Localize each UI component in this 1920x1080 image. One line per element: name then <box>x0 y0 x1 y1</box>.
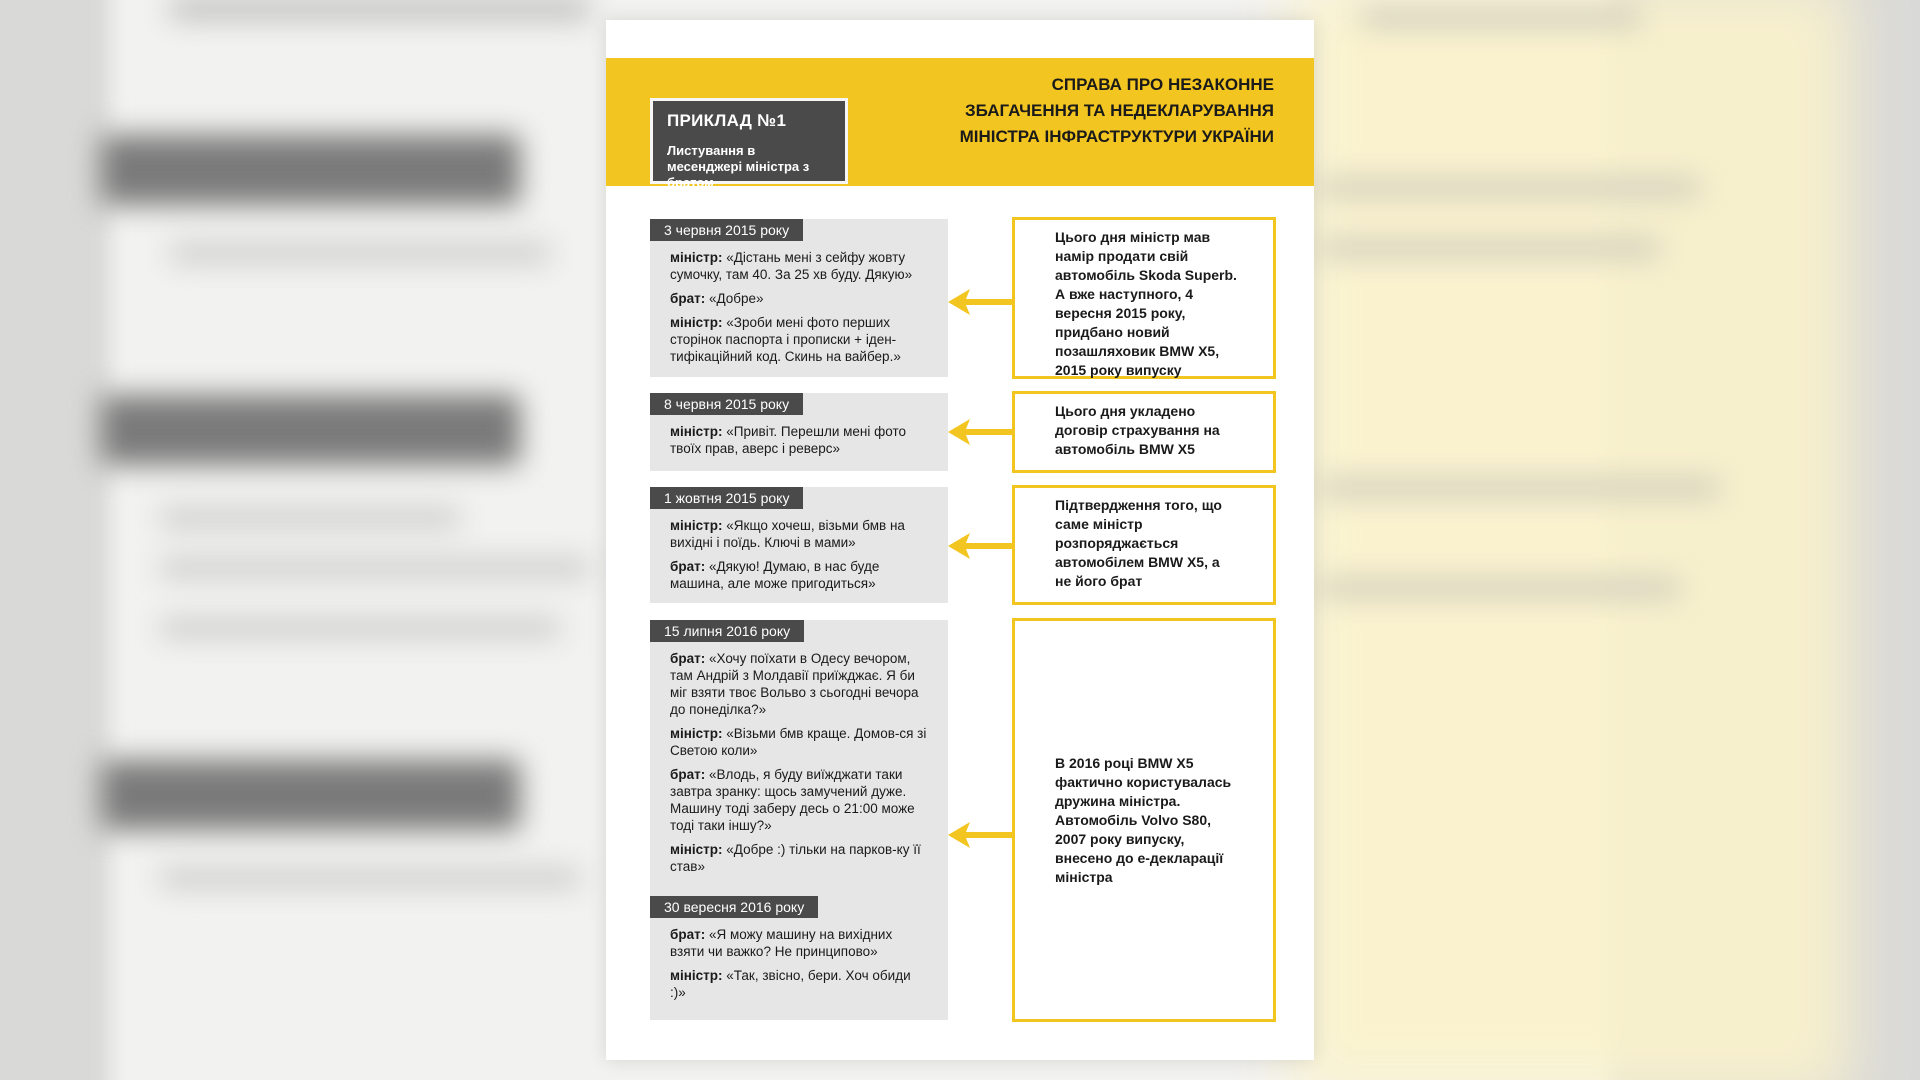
chat-message <box>650 517 948 551</box>
note-text: Цього дня укладено договір страхування на автомобіль BMW X5 <box>1055 403 1220 457</box>
message-author: брат: <box>670 927 706 942</box>
chat-message <box>650 314 948 365</box>
background-blur-line <box>1320 580 1680 596</box>
background-blur-line <box>160 560 590 576</box>
example-title: ПРИКЛАД №1 <box>667 111 787 130</box>
background-blur-line <box>1320 480 1720 496</box>
message-author: міністр: <box>670 250 723 265</box>
arrow-left-icon <box>948 417 1012 447</box>
date-tag: 3 червня 2015 року <box>650 219 803 241</box>
background-blur-line <box>160 510 460 526</box>
date-tag: 15 липня 2016 року <box>650 620 804 642</box>
note-box <box>1012 485 1276 605</box>
message-text: «Якщо хочеш, візьми бмв на вихідні і поїдь. Ключі в мами» <box>670 518 905 550</box>
case-title-line: СПРАВА ПРО НЕЗАКОННЕ <box>1051 75 1274 94</box>
chat-message <box>650 558 948 592</box>
note-text: Цього дня міністр мав намір продати свій автомобіль Skoda Superb. А вже наступного, 4 вересня 2015 року, придбано новий позашляховик BMW X5, 2015 року випуску <box>1055 229 1237 378</box>
message-text: «Хочу поїхати в Одесу вечором, там Андрій з Молдавії приїжджає. Я би міг взяти твоє Вольво з сьогодні вечора до понеділка?» <box>670 651 919 717</box>
note-text: В 2016 році BMW X5 фактично користувалась дружина міністра. Автомобіль Volvo S80, 2007 року випуску, внесено до е-декларації міністра <box>1055 754 1232 885</box>
background-blur-line <box>160 620 560 636</box>
message-text: «Добре» <box>708 291 764 306</box>
chat-block <box>650 393 948 471</box>
message-text: «Так, звісно, бери. Хоч обиди :)» <box>670 968 911 1000</box>
chat-block <box>650 620 948 1020</box>
arrow-left-icon <box>948 820 1012 850</box>
message-author: міністр: <box>670 518 723 533</box>
message-text: «Візьми бмв краще. Домов-ся зі Светою коли» <box>670 726 927 758</box>
infographic-card <box>606 20 1314 1060</box>
background-blur-line <box>160 870 580 886</box>
date-tag: 8 червня 2015 року <box>650 393 803 415</box>
message-author: брат: <box>670 767 706 782</box>
chat-message <box>650 926 948 960</box>
arrow-left-icon <box>948 287 1012 317</box>
chat-message <box>650 423 948 457</box>
note-text: Підтвердження того, що саме міністр розпоряджається автомобілем BMW X5, а не його брат <box>1055 497 1222 589</box>
background-blur-line <box>1320 180 1700 196</box>
chat-message <box>650 290 948 307</box>
background-blur-line <box>170 245 550 261</box>
arrow-left-icon <box>948 531 1012 561</box>
message-author: міністр: <box>670 968 723 983</box>
message-text: «Дістань мені з сейфу жовту сумочку, там 40. За 25 хв буду. Дякую» <box>670 250 913 282</box>
message-text: «Привіт. Перешли мені фото твоїх прав, аверс і реверс» <box>670 424 906 456</box>
background-yellow-glow <box>1290 0 1850 1080</box>
message-author: міністр: <box>670 424 723 439</box>
example-label-box <box>650 98 848 190</box>
date-tag: 1 жовтня 2015 року <box>650 487 803 509</box>
background-blur-block <box>100 135 520 205</box>
message-author: міністр: <box>670 315 723 330</box>
note-box <box>1012 217 1276 379</box>
chat-block <box>650 487 948 603</box>
background-blur-line <box>1320 240 1660 256</box>
background-blur-line <box>170 0 590 18</box>
chat-message <box>650 650 948 718</box>
chat-message <box>650 841 948 875</box>
case-title-line: МІНІСТРА ІНФРАСТРУКТУРИ УКРАЇНИ <box>959 127 1274 146</box>
message-text: «Я можу машину на вихідних взяти чи важко? Не принципово» <box>670 927 893 959</box>
message-text: «Добре :) тільки на парков-ку її став» <box>670 842 921 874</box>
example-subtitle: Листування в месенджері міністра з братом <box>667 143 810 190</box>
message-text: «Дякую! Думаю, в нас буде машина, але може пригодиться» <box>670 559 880 591</box>
chat-message <box>650 725 948 759</box>
message-text: «Зроби мені фото перших сторінок паспорта і прописки + іден-тифікаційний код. Скинь на вайбер.» <box>670 315 901 364</box>
date-tag: 30 вересня 2016 року <box>650 896 818 918</box>
message-author: брат: <box>670 291 706 306</box>
case-title-line: ЗБАГАЧЕННЯ ТА НЕДЕКЛАРУВАННЯ <box>965 101 1274 120</box>
background-blur-block <box>100 760 520 830</box>
chat-message <box>650 249 948 283</box>
background-blur-line <box>1360 10 1640 26</box>
case-title <box>914 72 1274 150</box>
message-author: брат: <box>670 651 706 666</box>
note-box <box>1012 618 1276 1022</box>
note-box <box>1012 391 1276 473</box>
chat-block <box>650 219 948 377</box>
message-text: «Влодь, я буду виїжджати таки завтра зранку: щось замучений дуже. Машину тоді заберу десь о 21:00 може тоді таки іншу?» <box>670 767 915 833</box>
message-author: міністр: <box>670 726 723 741</box>
message-author: брат: <box>670 559 706 574</box>
message-author: міністр: <box>670 842 723 857</box>
chat-message <box>650 766 948 834</box>
background-blur-block <box>100 395 520 465</box>
chat-message <box>650 967 948 1001</box>
